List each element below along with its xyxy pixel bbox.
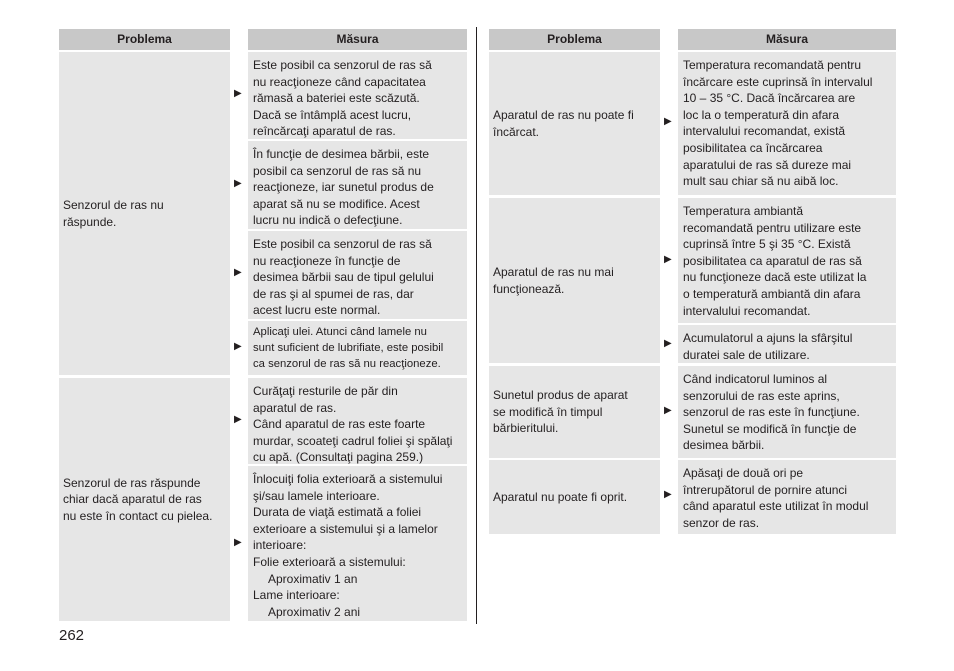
arrow-icon: ▶ (664, 489, 672, 500)
right-measure-5: Apăsaţi de două ori pe întrerupătorul de pornire atunci când aparatul este utilizat în modul senzor de ras. (678, 460, 896, 534)
problem-text: Aparatul de ras nu poate fi încărcat. (493, 107, 634, 139)
problem-text: Aparatul de ras nu mai funcţionează. (493, 264, 614, 296)
right-problem-1 (489, 52, 660, 195)
left-measure-header: Măsura (248, 29, 467, 50)
left-measure-1: Este posibil ca senzorul de ras să nu reacţioneze când capacitatea rămasă a bateriei este scăzută. Dacă se întâmplă acest lucru, reîncărcaţi aparatul de ras. (248, 52, 467, 139)
column-divider (476, 27, 477, 624)
arrow-icon: ▶ (664, 254, 672, 265)
arrow-icon: ▶ (664, 116, 672, 127)
right-measure-2: Temperatura ambiantă recomandată pentru utilizare este cuprinsă între 5 şi 35 °C. Există posibilitatea ca aparatul de ras să nu funcţioneze dacă este utilizat la o temperatură ambiantă din afara intervalului recomandat. (678, 198, 896, 323)
right-problem-4 (489, 460, 660, 534)
problem-text: Sunetul produs de aparat se modifică în timpul bărbieritului. (493, 388, 628, 436)
left-problem-1 (59, 52, 230, 375)
arrow-icon: ▶ (664, 405, 672, 416)
right-measure-3: Acumulatorul a ajuns la sfârşitul duratei sale de utilizare. (678, 325, 896, 363)
left-measure-3: Este posibil ca senzorul de ras să nu reacţioneze în funcţie de desimea bărbii sau de tipul gelului de ras şi al spumei de ras, dar acest lucru este normal. (248, 231, 467, 319)
left-problem-2 (59, 378, 230, 621)
right-problem-2 (489, 198, 660, 363)
left-measure-2: În funcţie de desimea bărbii, este posibil ca senzorul de ras să nu reacţioneze, iar sunetul produs de aparat să nu se modifice. Acest lucru nu indică o defecţiune. (248, 141, 467, 229)
arrow-icon: ▶ (234, 88, 242, 99)
left-measure-5: Curăţaţi resturile de păr din aparatul de ras. Când aparatul de ras este foarte murdar, scoateţi cadrul foliei şi spălaţi cu apă. (Consultaţi pagina 259.) (248, 378, 467, 464)
page-number: 262 (59, 627, 85, 644)
left-measure-4: Aplicaţi ulei. Atunci când lamele nu sunt suficient de lubrifiate, este posibil ca senzorul de ras să nu reacţioneze. (248, 321, 467, 375)
arrow-icon: ▶ (234, 414, 242, 425)
left-problem-header: Problema (59, 29, 230, 50)
arrow-icon: ▶ (234, 537, 242, 548)
arrow-icon: ▶ (664, 338, 672, 349)
right-problem-header: Problema (489, 29, 660, 50)
right-problem-3 (489, 366, 660, 458)
right-measure-4: Când indicatorul luminos al senzorului de ras este aprins, senzorul de ras este în funcţiune. Sunetul se modifică în funcţie de desimea bărbii. (678, 366, 896, 458)
arrow-icon: ▶ (234, 267, 242, 278)
arrow-icon: ▶ (234, 341, 242, 352)
problem-text: Senzorul de ras răspunde chiar dacă aparatul de ras nu este în contact cu pielea. (63, 475, 213, 523)
arrow-icon: ▶ (234, 178, 242, 189)
left-measure-6: Înlocuiţi folia exterioară a sistemului şi/sau lamele interioare. Durata de viaţă estimată a foliei exterioare a sistemului şi a lamelor interioare: Folie exterioară a sistemului: Aproximativ 1 an Lame interioare: Aproximativ 2 ani (248, 466, 467, 621)
problem-text: Senzorul de ras nu răspunde. (63, 197, 164, 229)
right-measure-header: Măsura (678, 29, 896, 50)
right-measure-1: Temperatura recomandată pentru încărcare este cuprinsă în intervalul 10 – 35 °C. Dacă încărcarea are loc la o temperatură din afara intervalului recomandat, există posibilitatea ca încărcarea aparatului de ras să dureze mai mult sau chiar să nu aibă loc. (678, 52, 896, 195)
problem-text: Aparatul nu poate fi oprit. (493, 489, 628, 504)
